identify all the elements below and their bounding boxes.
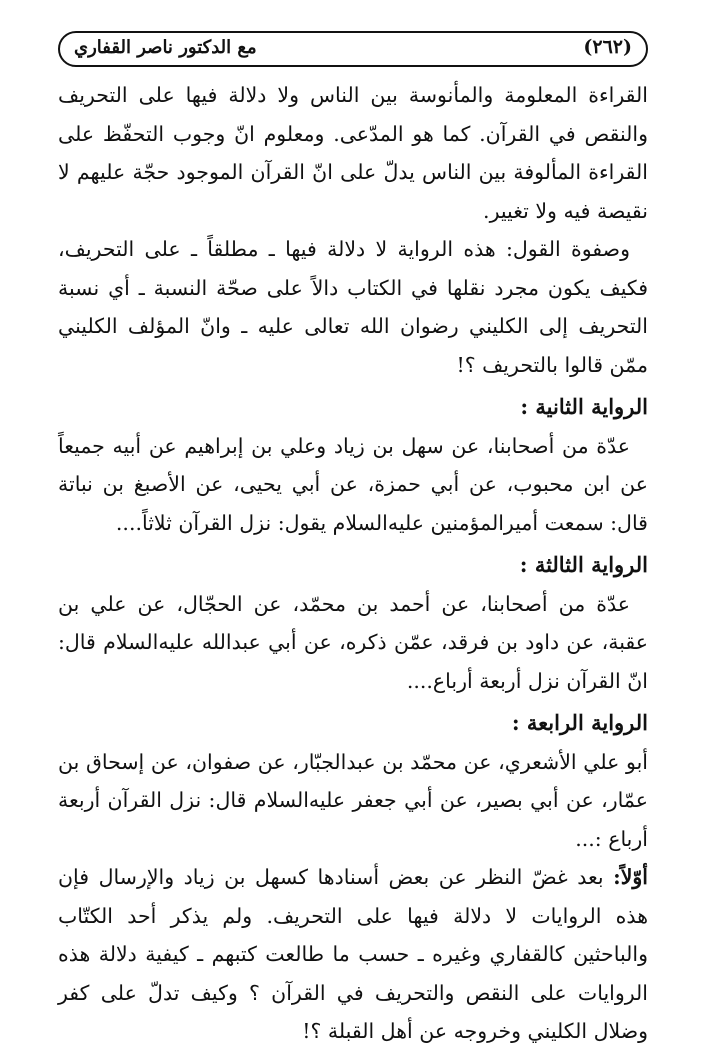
paragraph-2: وصفوة القول: هذه الرواية لا دلالة فيها ـ مطلقاً ـ على التحريف، فكيف يكون مجرد نقلها في الكتاب دالاً على صحّة النسبة ـ أي نسبة التحريف إلى الكليني رضوان الله تعالى عليه ـ وانّ المؤلف الكليني ممّن قالوا بالتحريف ؟! bbox=[58, 237, 648, 377]
paragraph-4: عدّة من أصحابنا، عن أحمد بن محمّد، عن الحجّال، عن علي بن عقبة، عن داود بن فرقد، عمّن ذكره، عن أبي عبدالله عليه‌السلام قال: انّ القرآن نزل أربعة أرباع.... bbox=[58, 591, 648, 693]
paragraph-6 bbox=[58, 858, 648, 1051]
paragraph-1: القراءة المعلومة والمأنوسة بين الناس ولا دلالة فيها على التحريف والنقص في القرآن. كما هو المدّعى. ومعلوم انّ وجوب التحفّظ على القراءة المألوفة بين الناس يدلّ على انّ القرآن الموجود حجّة عليهم لا نقيصة فيه ولا تغيير. bbox=[58, 83, 648, 223]
page-number: (٢٦٢) bbox=[583, 36, 632, 58]
page-body bbox=[58, 76, 648, 1051]
paragraph-3: عدّة من أصحابنا، عن سهل بن زياد وعلي بن إبراهيم عن أبيه جميعاً عن ابن محبوب، عن أبي حمزة، عن أبي يحيى، عن الأصبغ بن نباتة قال: سمعت أميرالمؤمنين عليه‌السلام يقول: نزل القرآن ثلاثاً.... bbox=[58, 433, 648, 535]
section-heading-second-narration: الرواية الثانية : bbox=[520, 394, 648, 419]
section-heading-fourth-narration: الرواية الرابعة : bbox=[511, 710, 648, 735]
paragraph-6-lead: أوّلاً: bbox=[613, 865, 648, 889]
paragraph-5: أبو علي الأشعري، عن محمّد بن عبدالجبّار، عن صفوان، عن إسحاق بن عمّار، عن أبي بصير، عن أبي جعفر عليه‌السلام قال: نزل القرآن أربعة أرباع :... bbox=[58, 749, 648, 851]
page-header bbox=[58, 31, 648, 67]
paragraph-6-text: بعد غضّ النظر عن بعض أسنادها كسهل بن زياد والإرسال فإن هذه الروايات لا دلالة فيها على التحريف. ولم يذكر أحد الكتّاب والباحثين كالقفاري وغيره ـ حسب ما طالعت كتبهم ـ كيفية دلالة هذه الروايات على النقص والتحريف في القرآن ؟ وكيف تدلّ على كفر وضلال الكليني وخروجه عن أهل القبلة ؟! bbox=[58, 865, 648, 1043]
running-title: مع الدكتور ناصر القفاري bbox=[74, 37, 257, 58]
section-heading-third-narration: الرواية الثالثة : bbox=[519, 552, 648, 577]
